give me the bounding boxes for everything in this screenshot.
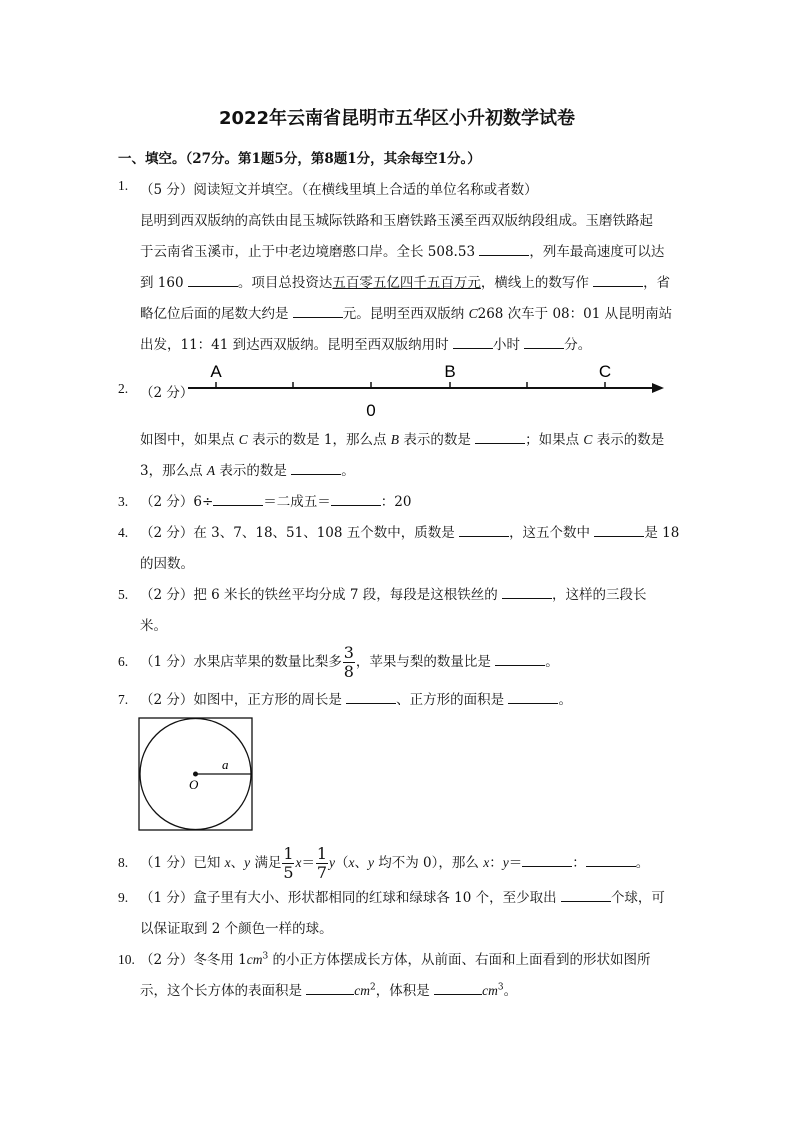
fraction: [316, 846, 328, 881]
text: ，体积是: [375, 983, 435, 999]
question-number: 3.: [118, 494, 129, 509]
text: 。项目总投资达: [237, 275, 333, 291]
text: 元。昆明至西双版纳: [342, 306, 469, 322]
text: ＝: [301, 855, 315, 871]
answer-blank[interactable]: [479, 242, 529, 256]
answer-blank[interactable]: [188, 273, 238, 287]
text: （1 分）盒子里有大小、形状都相同的红球和绿球各 10 个，至少取出: [140, 890, 561, 906]
question-score: （2 分）: [140, 385, 194, 401]
var: x: [295, 855, 302, 870]
var: y: [328, 855, 335, 870]
question-number: 1.: [118, 178, 129, 193]
answer-blank[interactable]: [508, 690, 558, 704]
text: 。: [503, 983, 518, 999]
text: 表示的数是 1，那么点: [247, 432, 391, 448]
question-number: 9.: [118, 890, 129, 905]
question-3: [118, 490, 411, 510]
var: B: [390, 432, 400, 447]
answer-blank[interactable]: [453, 335, 493, 349]
var: C: [583, 432, 593, 447]
text: 表示的数是: [399, 432, 476, 448]
text: 如图中，如果点: [140, 432, 239, 448]
denominator: 7: [316, 863, 328, 882]
question-number: 6.: [118, 654, 129, 669]
text: （2 分）冬冬用 1: [140, 952, 247, 968]
question-text: [140, 459, 355, 479]
question-number: 10.: [118, 952, 135, 967]
point-b-label: B: [444, 362, 456, 381]
text: 的小正方体摆成长方体，从前面、右面和上面看到的形状如图所: [268, 952, 651, 968]
question-text: （5 分）阅读短文并填空。（在横线里填上合适的单位名称或者数）: [140, 182, 538, 198]
answer-blank[interactable]: [594, 523, 644, 537]
text: 是 18: [644, 525, 680, 541]
text: 表示的数是: [592, 432, 665, 448]
question-text: [140, 428, 664, 448]
question-text: [118, 583, 647, 603]
text: （2 分）6÷: [140, 494, 214, 510]
answer-blank[interactable]: [586, 853, 636, 867]
text: ＝: [508, 855, 523, 871]
unit: cm: [354, 983, 371, 998]
arrow-head: [652, 383, 664, 393]
var: x: [224, 855, 231, 870]
answer-blank[interactable]: [593, 273, 643, 287]
text: 均不为 0），那么: [373, 855, 484, 871]
radius-label: a: [222, 757, 229, 772]
text: ，苹果与梨的数量比是: [355, 654, 496, 670]
text: ＝二成五＝: [263, 494, 331, 510]
question-number: 8.: [118, 855, 129, 870]
text: 个球，可: [610, 890, 665, 906]
var: y: [367, 855, 374, 870]
center-label: O: [189, 777, 199, 792]
var: x: [483, 855, 490, 870]
text: 。: [341, 463, 355, 479]
text: （2 分）把 6 米长的铁丝平均分成 7 段，每段是这根铁丝的: [140, 587, 503, 603]
question-text: [140, 333, 591, 353]
answer-blank[interactable]: [502, 585, 552, 599]
unit: cm: [246, 952, 263, 967]
point-c-label: C: [598, 362, 612, 381]
point-a-label: A: [210, 362, 222, 381]
text: （: [334, 855, 349, 871]
question-text: [118, 948, 651, 968]
var: y: [244, 855, 251, 870]
text: 、正方形的面积是: [396, 692, 509, 708]
text: 满足: [250, 855, 282, 871]
answer-blank[interactable]: [346, 690, 396, 704]
fraction: [282, 846, 294, 881]
question-text: [118, 886, 665, 906]
answer-blank[interactable]: [306, 981, 354, 995]
page-title: 2022年云南省昆明市五华区小升初数学试卷: [218, 108, 576, 129]
text: ：20: [380, 494, 412, 510]
text: 。: [545, 654, 559, 670]
var: A: [206, 463, 216, 478]
text: 268 次车于 08：01 从昆明南站: [477, 306, 673, 322]
question-text: 的因数。: [140, 556, 194, 572]
underlined-number: 五百零五亿四千五百万元: [332, 275, 481, 291]
question-text: [118, 688, 572, 708]
text: ，这五个数中: [509, 525, 595, 541]
answer-blank[interactable]: [522, 853, 572, 867]
text: 3，那么点: [140, 463, 207, 479]
answer-blank[interactable]: [524, 335, 564, 349]
square-circle-figure: [136, 716, 256, 836]
text: 出发，11：41 到达西双版纳。昆明至西双版纳用时: [140, 337, 453, 353]
answer-blank[interactable]: [459, 523, 509, 537]
text: （1 分）水果店苹果的数量比梨多: [140, 654, 342, 670]
text: ；如果点: [525, 432, 584, 448]
zero-label: 0: [366, 401, 376, 418]
question-8: [118, 846, 649, 881]
question-text: [140, 271, 670, 291]
text: （2 分）在 3、7、18、51、108 五个数中，质数是: [140, 525, 460, 541]
var: x: [348, 855, 355, 870]
answer-blank[interactable]: [434, 981, 482, 995]
answer-blank[interactable]: [293, 304, 343, 318]
text: ：: [489, 855, 503, 871]
numerator: 3: [343, 643, 354, 662]
fraction: [343, 645, 355, 680]
center-point: [193, 772, 198, 777]
superscript: 2: [370, 982, 376, 993]
question-number: 4.: [118, 525, 129, 540]
number-line: [180, 358, 670, 418]
numerator: 1: [283, 844, 294, 863]
question-text: [140, 240, 664, 260]
answer-blank[interactable]: [331, 492, 381, 506]
text: ，省: [643, 275, 671, 291]
question-text: 以保证取到 2 个颜色一样的球。: [140, 921, 333, 937]
question-text: 昆明到西双版纳的高铁由昆玉城际铁路和玉磨铁路玉溪至西双版纳段组成。玉磨铁路起: [140, 213, 653, 229]
text: （1 分）已知: [140, 855, 225, 871]
train-letter: C: [468, 306, 478, 321]
question-text: 米。: [140, 618, 167, 634]
text: 、: [354, 855, 368, 871]
answer-blank[interactable]: [561, 888, 611, 902]
question-text: [140, 302, 672, 322]
text: ：: [572, 855, 586, 871]
denominator: 5: [283, 863, 294, 882]
answer-blank[interactable]: [495, 652, 545, 666]
text: 表示的数是: [215, 463, 292, 479]
text: 。: [558, 692, 572, 708]
text: 于云南省玉溪市，止于中老边境磨憨口岸。全长 508.53: [140, 244, 480, 260]
answer-blank[interactable]: [213, 492, 263, 506]
unit: cm: [482, 983, 498, 998]
text: ，这样的三段长: [552, 587, 647, 603]
question-text: [140, 979, 517, 999]
text: 示，这个长方体的表面积是: [140, 983, 307, 999]
denominator: 8: [343, 662, 354, 681]
question-number: 2.: [118, 381, 129, 396]
text: （2 分）如图中，正方形的周长是: [140, 692, 347, 708]
text: 分。: [564, 337, 592, 353]
answer-blank[interactable]: [291, 461, 341, 475]
superscript: 3: [262, 951, 269, 962]
var: C: [238, 432, 248, 447]
question-text: [118, 521, 679, 541]
var: y: [502, 855, 509, 870]
question-number: 7.: [118, 692, 129, 707]
text: 到 160: [140, 275, 188, 291]
text: ，列车最高速度可以达: [529, 244, 665, 260]
text: 、: [230, 855, 245, 871]
text: ，横线上的数写作: [480, 275, 594, 291]
superscript: 3: [497, 982, 504, 993]
answer-blank[interactable]: [475, 430, 525, 444]
question-number: 5.: [118, 587, 129, 602]
question-6: [118, 645, 559, 680]
section-heading: 一、填空。（27分。第1题5分，第8题1分，其余每空1分。）: [118, 151, 481, 167]
numerator: 1: [316, 844, 328, 863]
text: 略亿位后面的尾数大约是: [140, 306, 293, 322]
text: 。: [635, 855, 650, 871]
text: 小时: [492, 337, 525, 353]
